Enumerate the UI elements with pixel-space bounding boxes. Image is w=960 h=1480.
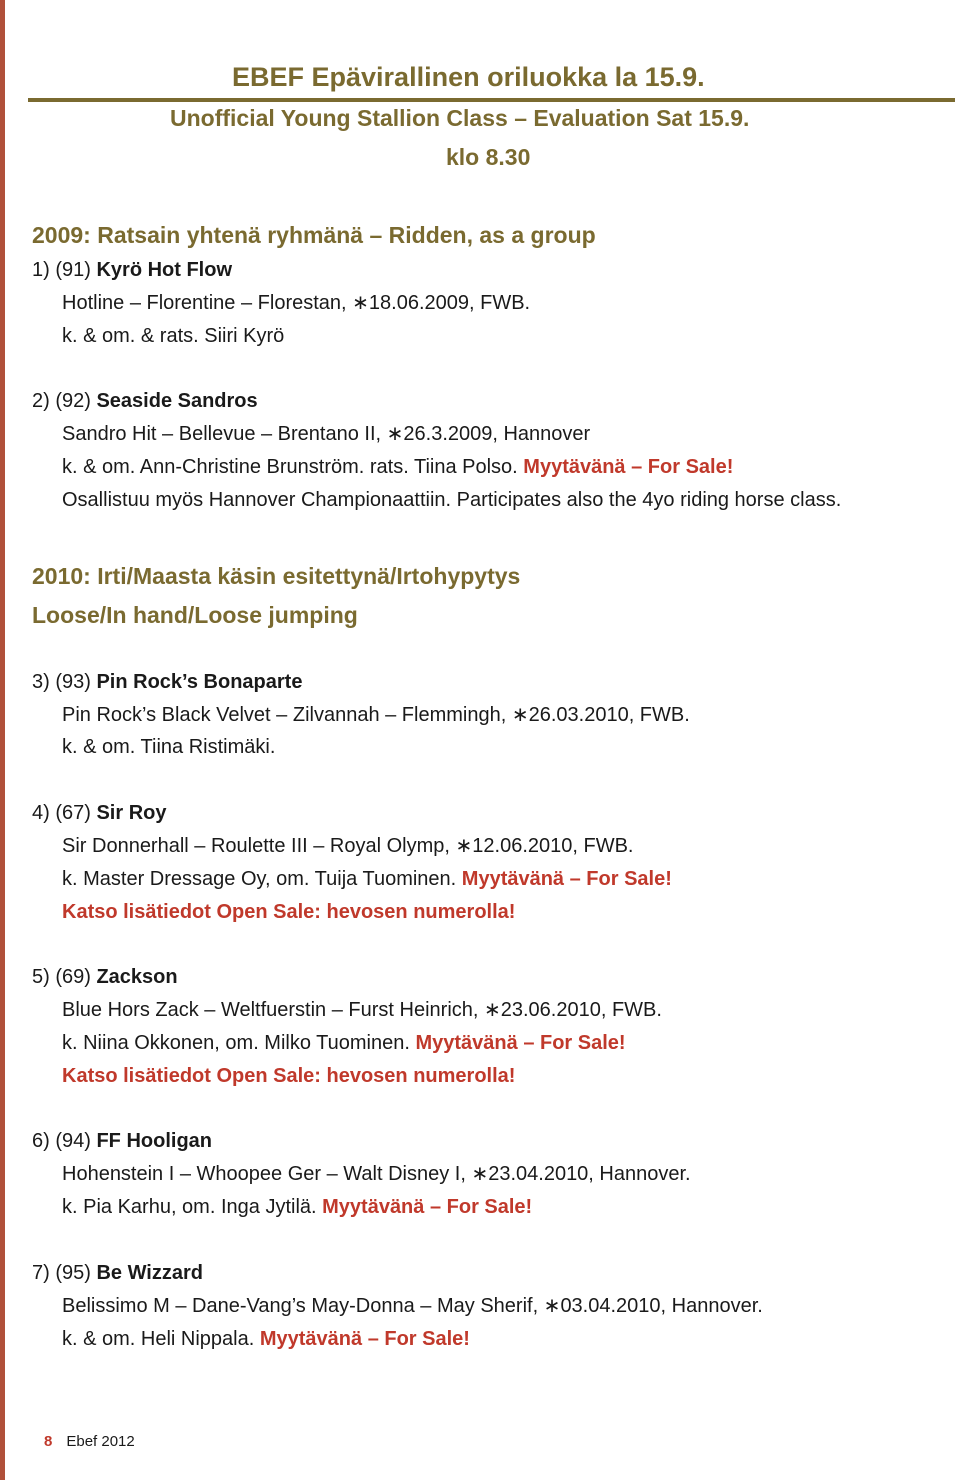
- for-sale-label: Myytävänä – For Sale!: [259, 1328, 470, 1350]
- horse-entry-heading: [32, 1129, 212, 1153]
- horse-pedigree: Hotline – Florentine – Florestan, ∗18.06.2009, FWB.: [62, 292, 531, 314]
- horse-owner: [62, 324, 284, 348]
- for-sale-label: Myytävänä – For Sale!: [322, 1196, 533, 1218]
- page-number: 8: [44, 1433, 53, 1450]
- section-heading-2009: 2009: Ratsain yhtenä ryhmänä – Ridden, as a group: [32, 222, 596, 248]
- title-divider: [28, 98, 955, 102]
- horse-entry-heading: [32, 965, 178, 989]
- for-sale-label: Myytävänä – For Sale!: [461, 868, 672, 890]
- event-time: klo 8.30: [446, 144, 531, 170]
- entry-number: 2) (92): [32, 390, 97, 412]
- horse-entry-heading: [32, 1261, 203, 1285]
- horse-owner: [62, 455, 733, 479]
- horse-entry-heading: [32, 258, 232, 282]
- open-sale-note: Katso lisätiedot Open Sale: hevosen numerolla!: [62, 1065, 516, 1087]
- owner-text: k. & om. Ann-Christine Brunström. rats. Tiina Polso.: [62, 456, 524, 478]
- horse-name: Seaside Sandros: [96, 390, 258, 412]
- entry-number: 5) (69): [32, 966, 97, 988]
- horse-pedigree: Hohenstein I – Whoopee Ger – Walt Disney I, ∗23.04.2010, Hannover.: [62, 1163, 691, 1185]
- horse-name: FF Hooligan: [96, 1130, 213, 1152]
- owner-text: k. Niina Okkonen, om. Milko Tuominen.: [62, 1032, 416, 1054]
- horse-name: Zackson: [96, 966, 178, 988]
- horse-pedigree: Blue Hors Zack – Weltfuerstin – Furst Heinrich, ∗23.06.2010, FWB.: [62, 999, 662, 1021]
- horse-owner: [62, 867, 672, 891]
- horse-name: Pin Rock’s Bonaparte: [96, 671, 303, 693]
- footer-label: Ebef 2012: [66, 1433, 135, 1450]
- horse-pedigree: Sandro Hit – Bellevue – Brentano II, ∗26.3.2009, Hannover: [62, 423, 591, 445]
- horse-entry-heading: [32, 670, 302, 694]
- horse-name: Kyrö Hot Flow: [96, 259, 233, 281]
- owner-text: k. & om. Tiina Ristimäki.: [62, 736, 276, 758]
- horse-entry-heading: [32, 801, 167, 825]
- for-sale-label: Myytävänä – For Sale!: [415, 1032, 626, 1054]
- section-heading-2010: 2010: Irti/Maasta käsin esitettynä/Irtohypytys: [32, 563, 521, 589]
- left-margin-rule: [0, 0, 5, 1480]
- open-sale-note: Katso lisätiedot Open Sale: hevosen numerolla!: [62, 901, 516, 923]
- horse-owner: [62, 1031, 626, 1055]
- owner-text: k. Master Dressage Oy, om. Tuija Tuominen.: [62, 868, 462, 890]
- page-title: EBEF Epävirallinen oriluokka la 15.9.: [232, 62, 705, 92]
- owner-text: k. & om. Heli Nippala.: [62, 1328, 260, 1350]
- entry-number: 6) (94): [32, 1130, 97, 1152]
- horse-pedigree: Sir Donnerhall – Roulette III – Royal Olymp, ∗12.06.2010, FWB.: [62, 835, 634, 857]
- page-subtitle: Unofficial Young Stallion Class – Evaluation Sat 15.9.: [170, 105, 750, 131]
- horse-entry-heading: [32, 389, 258, 413]
- horse-name: Sir Roy: [96, 802, 167, 824]
- horse-owner: [62, 1195, 532, 1219]
- entry-number: 7) (95): [32, 1262, 97, 1284]
- horse-pedigree: Pin Rock’s Black Velvet – Zilvannah – Flemmingh, ∗26.03.2010, FWB.: [62, 704, 690, 726]
- entry-number: 3) (93): [32, 671, 97, 693]
- entry-number: 4) (67): [32, 802, 97, 824]
- section-heading-2010-en: Loose/In hand/Loose jumping: [32, 602, 358, 628]
- horse-note: Osallistuu myös Hannover Championaattiin. Participates also the 4yo riding horse class.: [62, 489, 842, 511]
- owner-text: k. & om. & rats. Siiri Kyrö: [62, 325, 285, 347]
- page-footer: [44, 1433, 135, 1450]
- horse-name: Be Wizzard: [96, 1262, 203, 1284]
- entry-number: 1) (91): [32, 259, 97, 281]
- owner-text: k. Pia Karhu, om. Inga Jytilä.: [62, 1196, 323, 1218]
- horse-owner: [62, 735, 275, 759]
- horse-pedigree: Belissimo M – Dane-Vang’s May-Donna – May Sherif, ∗03.04.2010, Hannover.: [62, 1295, 763, 1317]
- for-sale-label: Myytävänä – For Sale!: [523, 456, 734, 478]
- horse-owner: [62, 1327, 470, 1351]
